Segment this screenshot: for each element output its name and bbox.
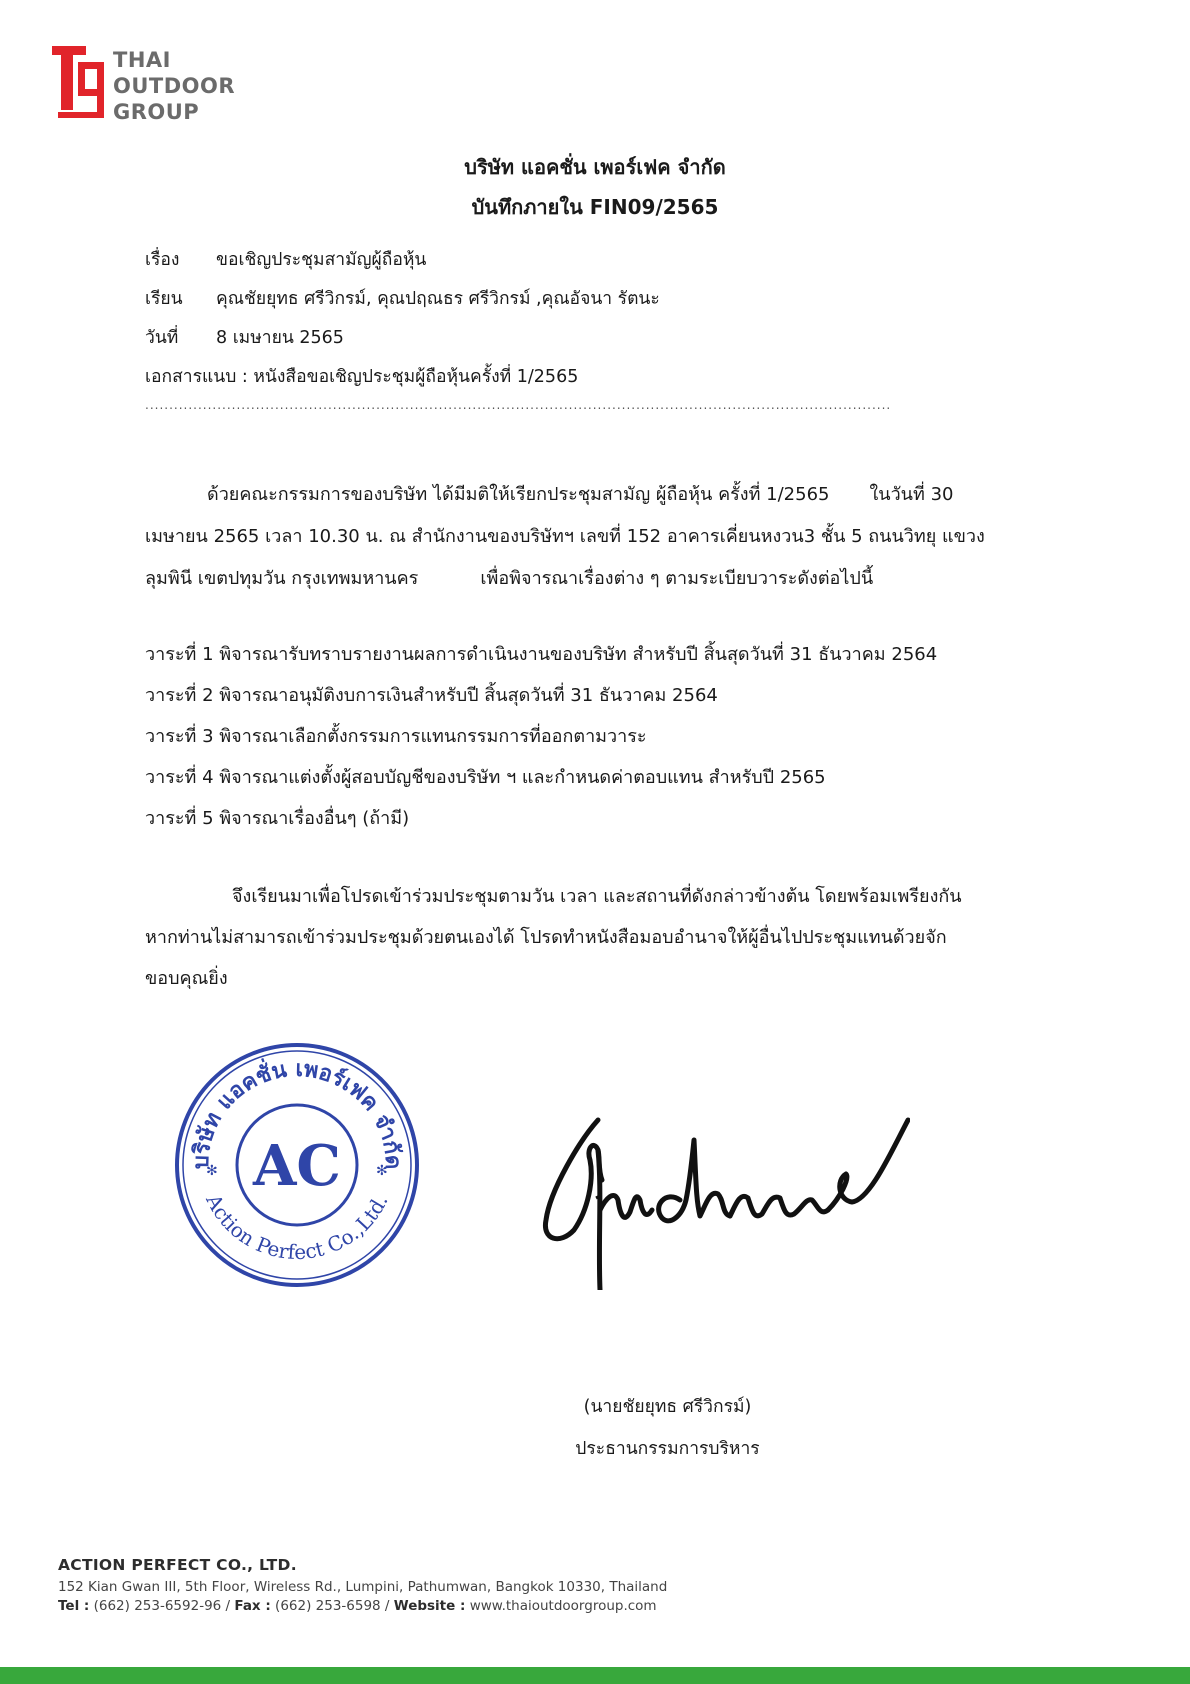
logo-wordmark — [113, 47, 235, 125]
para1-line3-purpose: เพื่อพิจารณาเรื่องต่าง ๆ ตามระเบียบวาระดังต่อไปนี้ — [480, 568, 874, 589]
footer-company-name: ACTION PERFECT CO., LTD. — [58, 1556, 297, 1574]
footer-tel-label: Tel : — [58, 1598, 90, 1614]
footer-website-label: Website : — [393, 1598, 466, 1614]
para1-line1-date: ในวันที่ 30 — [869, 484, 954, 505]
para2-line3: ขอบคุณยิ่ง — [145, 968, 228, 989]
agenda-item: วาระที่ 4 พิจารณาแต่งตั้งผู้สอบบัญชีของบริษัท ฯ และกำหนดค่าตอบแทน สำหรับปี 2565 — [145, 767, 826, 788]
subject-label: เรื่อง — [145, 250, 180, 270]
agenda-item: วาระที่ 5 พิจารณาเรื่องอื่นๆ (ถ้ามี) — [145, 808, 410, 829]
para1-line3 — [145, 563, 873, 592]
footer-fax: (662) 253-6598 — [275, 1598, 381, 1614]
agenda-item: วาระที่ 3 พิจารณาเลือกตั้งกรรมการแทนกรรมการที่ออกตามวาระ — [145, 726, 647, 747]
to-row — [145, 284, 660, 312]
subject-value: ขอเชิญประชุมสามัญผู้ถือหุ้น — [216, 250, 427, 270]
to-value: คุณชัยยุทธ ศรีวิกรม์, คุณปฤณธร ศรีวิกรม์ ,คุณอัจนา รัตนะ — [216, 289, 660, 309]
company-name: บริษัท แอคชั่น เพอร์เฟค จำกัด — [464, 155, 726, 179]
agenda-item: วาระที่ 2 พิจารณาอนุมัติงบการเงินสำหรับปี สิ้นสุดวันที่ 31 ธันวาคม 2564 — [145, 685, 718, 706]
thai-outdoor-group-logo-icon — [52, 46, 104, 118]
para2-line1: จึงเรียนมาเพื่อโปรดเข้าร่วมประชุมตามวัน เวลา และสถานที่ดังกล่าวข้างต้น โดยพร้อมเพรียงกัน — [232, 886, 962, 907]
footer-fax-label: Fax : — [234, 1598, 271, 1614]
handwritten-signature — [540, 1080, 910, 1290]
agenda-item: วาระที่ 1 พิจารณารับทราบรายงานผลการดำเนินงานของบริษัท สำหรับปี สิ้นสุดวันที่ 31 ธันวาคม 2564 — [145, 644, 938, 665]
attachment-row: เอกสารแนบ : หนังสือขอเชิญประชุมผู้ถือหุ้นครั้งที่ 1/2565 — [145, 367, 579, 387]
para2-line2: หากท่านไม่สามารถเข้าร่วมประชุมด้วยตนเองได้ โปรดทำหนังสือมอบอำนาจให้ผู้อื่นไปประชุมแทนด้วยจัก — [145, 927, 947, 948]
para1-line2: เมษายน 2565 เวลา 10.30 น. ณ สำนักงานของบริษัทฯ เลขที่ 152 อาคารเคี่ยนหงวน3 ชั้น 5 ถนนวิทยุ แขวง — [145, 526, 985, 547]
logo-line-outdoor: OUTDOOR — [113, 74, 236, 98]
seal-english-ring-text: Action Perfect Co.,Ltd. — [201, 1190, 393, 1265]
letterhead-footer — [58, 1556, 667, 1616]
company-logo — [52, 46, 242, 122]
memo-title: บันทึกภายใน FIN09/2565 — [471, 195, 719, 219]
footer-website[interactable]: www.thaioutdoorgroup.com — [469, 1598, 657, 1614]
date-row — [145, 323, 344, 351]
footer-green-bar — [0, 1667, 1190, 1684]
subject-row — [145, 245, 426, 273]
para1-line3-location: ลุมพินี เขตปทุมวัน กรุงเทพมหานคร — [145, 568, 419, 589]
company-seal-stamp — [172, 1040, 422, 1290]
footer-address: 152 Kian Gwan III, 5th Floor, Wireless Rd., Lumpini, Pathumwan, Bangkok 10330, Thailand — [58, 1579, 668, 1595]
para1-line1-text: ด้วยคณะกรรมการของบริษัท ได้มีมติให้เรียกประชุมสามัญ ผู้ถือหุ้น ครั้งที่ 1/2565 — [207, 484, 830, 505]
footer-tel: (662) 253-6592-96 — [93, 1598, 222, 1614]
seal-star-icon: ✻ — [376, 1163, 388, 1179]
para1-line1 — [207, 479, 953, 508]
signer-name: (นายชัยยุทธ ศรีวิกรม์) — [583, 1397, 752, 1417]
seal-thai-ring-text: บริษัท แอคชั่น เพอร์เฟค จำกัด — [188, 1056, 406, 1170]
seal-star-icon: ✻ — [206, 1163, 218, 1179]
logo-line-group: GROUP — [113, 100, 200, 124]
footer-contacts: Tel : (662) 253-6592-96 / Fax : (662) 253-6598 / Website : www.thaioutdoorgroup.com — [58, 1598, 657, 1614]
separator-dotted-line: ........................................................................................................................................................... — [145, 398, 892, 410]
date-value: 8 เมษายน 2565 — [216, 328, 344, 348]
to-label: เรียน — [145, 289, 183, 309]
logo-line-thai: THAI — [113, 48, 171, 72]
signer-position: ประธานกรรมการบริหาร — [575, 1439, 760, 1459]
seal-center-text: AC — [252, 1133, 342, 1199]
date-label: วันที่ — [145, 328, 179, 348]
